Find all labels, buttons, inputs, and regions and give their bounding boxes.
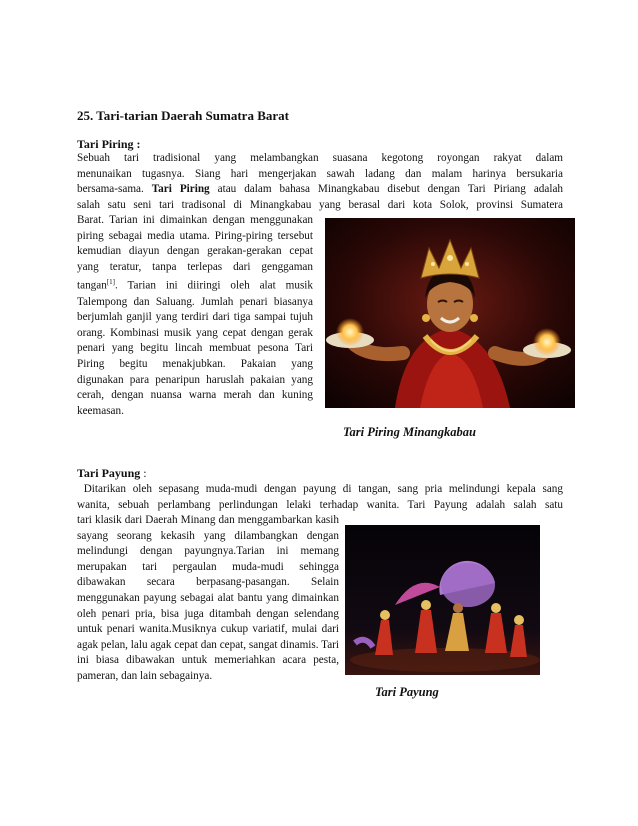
tari-payung-heading: Tari Payung (77, 466, 141, 480)
intro-line: wanita, sebuah perlambang perlindungan lelaki terhadap wanita. Tari Payung adalah salah satu (77, 498, 563, 511)
tari-payung-heading-line (77, 466, 147, 481)
intro-line: Sebuah tari tradisional yang melambangkan suasana kegotong royongan rakyat dalam (77, 152, 563, 164)
intro-line: menunaikan tugasnya. Siang hari mengerjakan sawah ladang dan malam harinya bersukaria (77, 167, 563, 180)
tari-piring-intro (77, 151, 563, 213)
tari-piring-bold: Tari Piring (151, 183, 210, 196)
tari-payung-photo (345, 525, 540, 675)
body-text: Barat. Tarian ini dimainkan dengan menggunakan piring sebagai media utama. Piring-piring tersebut kemudian diayun dengan gerakan-gerakan cepat yang teratur, tanpa terlepas dari genggaman tangan (77, 214, 313, 293)
intro-line: salah satu seni tari tradisonal di Minangkabau yang berasal dari kota Solok, provinsi Sumatera (77, 198, 563, 211)
intro-text: bersama-sama. (77, 183, 152, 196)
tari-payung-caption: Tari Payung (375, 685, 439, 699)
tari-payung-intro (77, 482, 563, 513)
dancer-illustration (325, 218, 575, 408)
body-text: . Tarian ini diiringi oleh alat musik Talempong dan Saluang. Jumlah penari biasanya berjumlah ganjil yang terdiri dari tiga sampai tujuh orang. Kombinasi musik yang cepat dengan gerak penari yang begitu lincah membuat pesona Tari Piring begitu menakjubkan. Pakaian yang digunakan para penaripun haruslah pakaian yang cerah, dengan nuansa warna merah dan kuning keemasan. (77, 280, 313, 417)
tari-payung-body: tari klasik dari Daerah Minang dan menggambarkan kasih sayang seorang kekasih yang dilambangkan dengan melindungi dengan payungnya.Tarian ini memang merupakan tari pergaulan muda-mudi sehingga dibawakan secara berpasang-pasangan. Selain menggunakan payung sebagai alat bantu yang dimainkan oleh penari pria, bisa juga ditambah dengan selendang untuk penari wanita.Musiknya cukup variatif, mulai dari agak pelan, lalu agak cepat dan cepat, sangat dinamis. Tari ini biasa dibawakan untuk memeriahkan acara pesta, pameran, dan lain sebagainya. (77, 514, 339, 682)
tari-piring-heading: Tari Piring : (77, 137, 141, 151)
intro-line: Ditarikan oleh sepasang muda-mudi dengan payung di tangan, sang pria melindungi kepala sang (77, 483, 563, 495)
tari-piring-photo (325, 218, 575, 408)
intro-text: atau dalam bahasa Minangkabau disebut dengan Tari Piriang adalah (209, 183, 564, 196)
section-title: 25. Tari-tarian Daerah Sumatra Barat (77, 108, 289, 123)
intro-line (77, 182, 563, 198)
footnote-ref: [1] (106, 278, 115, 287)
tari-piring-body (77, 213, 313, 419)
tari-piring-caption: Tari Piring Minangkabau (343, 425, 476, 439)
heading-colon: : (140, 466, 147, 480)
payung-dance-illustration (345, 525, 540, 675)
